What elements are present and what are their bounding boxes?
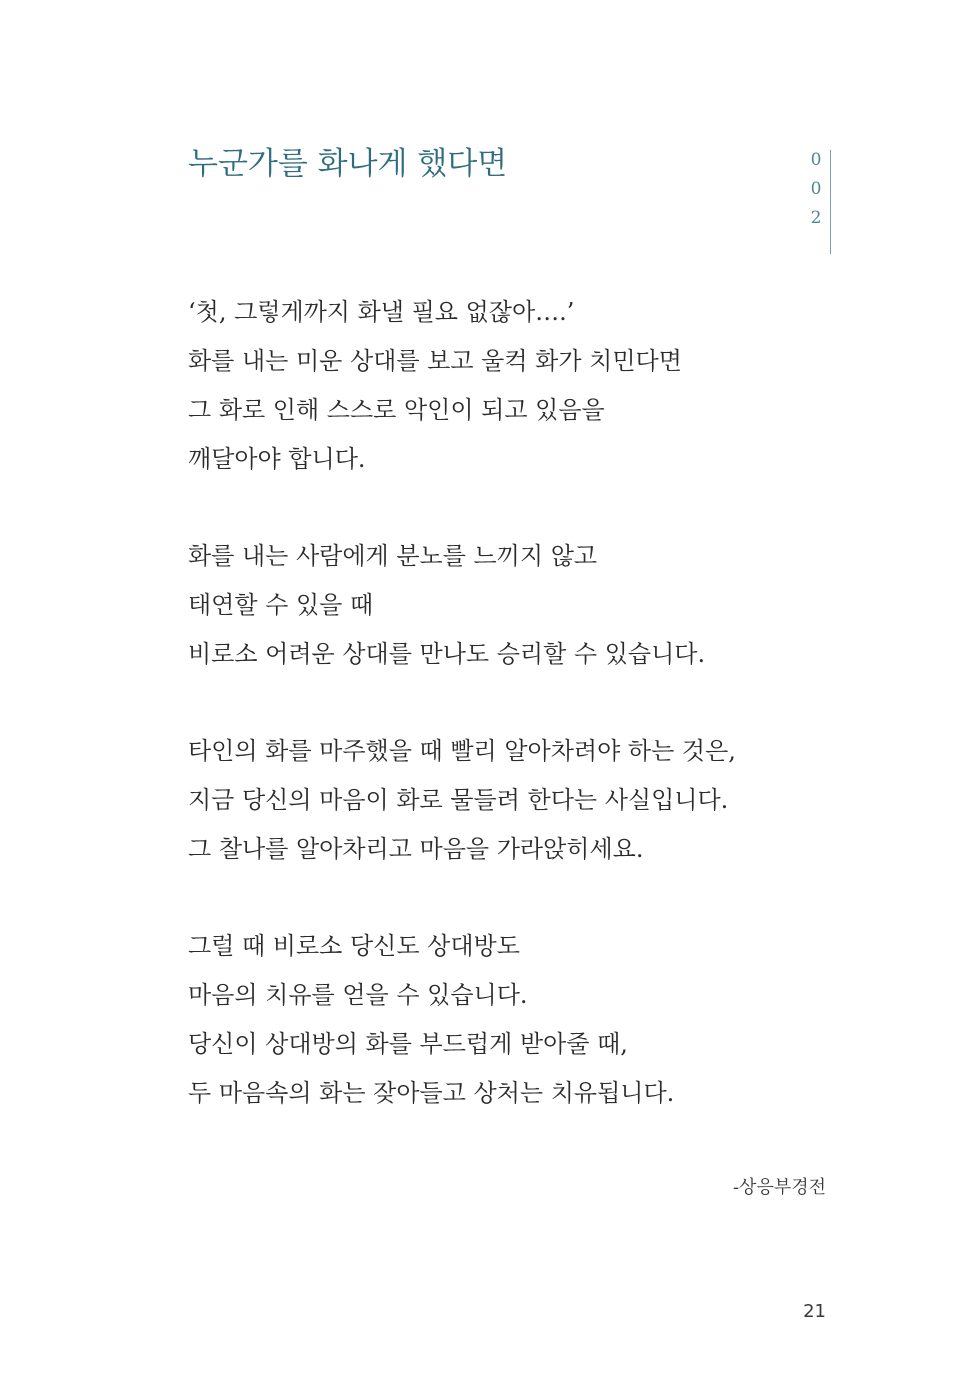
chapter-digit: 0 [810, 179, 822, 199]
stanza-3 [188, 727, 828, 874]
body-text [188, 288, 828, 1166]
stanza-2 [188, 532, 828, 679]
text-line: 비로소 어려운 상대를 만나도 승리할 수 있습니다. [188, 640, 706, 668]
source-attribution: -상응부경전 [732, 1177, 826, 1198]
text-line: 지금 당신의 마음이 화로 물들려 한다는 사실입니다. [188, 786, 729, 814]
text-line: 타인의 화를 마주했을 때 빨리 알아차려야 하는 것은, [188, 737, 736, 765]
text-line: 그 찰나를 알아차리고 마음을 가라앉히세요. [188, 835, 644, 863]
stanza-1 [188, 288, 828, 484]
page-number: 21 [803, 1301, 826, 1322]
chapter-digit: 2 [810, 208, 822, 228]
chapter-number [806, 146, 826, 233]
text-line: 그럴 때 비로소 당신도 상대방도 [188, 932, 520, 960]
chapter-digit: 0 [810, 150, 822, 170]
stanza-4 [188, 922, 828, 1118]
page-title: 누군가를 화나게 했다면 [188, 146, 508, 182]
text-line: ‘첫, 그렇게까지 화낼 필요 없잖아….’ [188, 298, 575, 326]
vertical-divider [830, 150, 831, 254]
text-line: 화를 내는 사람에게 분노를 느끼지 않고 [188, 542, 598, 570]
text-line: 깨달아야 합니다. [188, 445, 366, 473]
text-line: 태연할 수 있을 때 [188, 591, 374, 619]
text-line: 당신이 상대방의 화를 부드럽게 받아줄 때, [188, 1030, 628, 1058]
text-line: 그 화로 인해 스스로 악인이 되고 있음을 [188, 396, 605, 424]
text-line: 화를 내는 미운 상대를 보고 울컥 화가 치민다면 [188, 347, 682, 375]
text-line: 마음의 치유를 얻을 수 있습니다. [188, 981, 528, 1009]
text-line: 두 마음속의 화는 잦아들고 상처는 치유됩니다. [188, 1079, 675, 1107]
